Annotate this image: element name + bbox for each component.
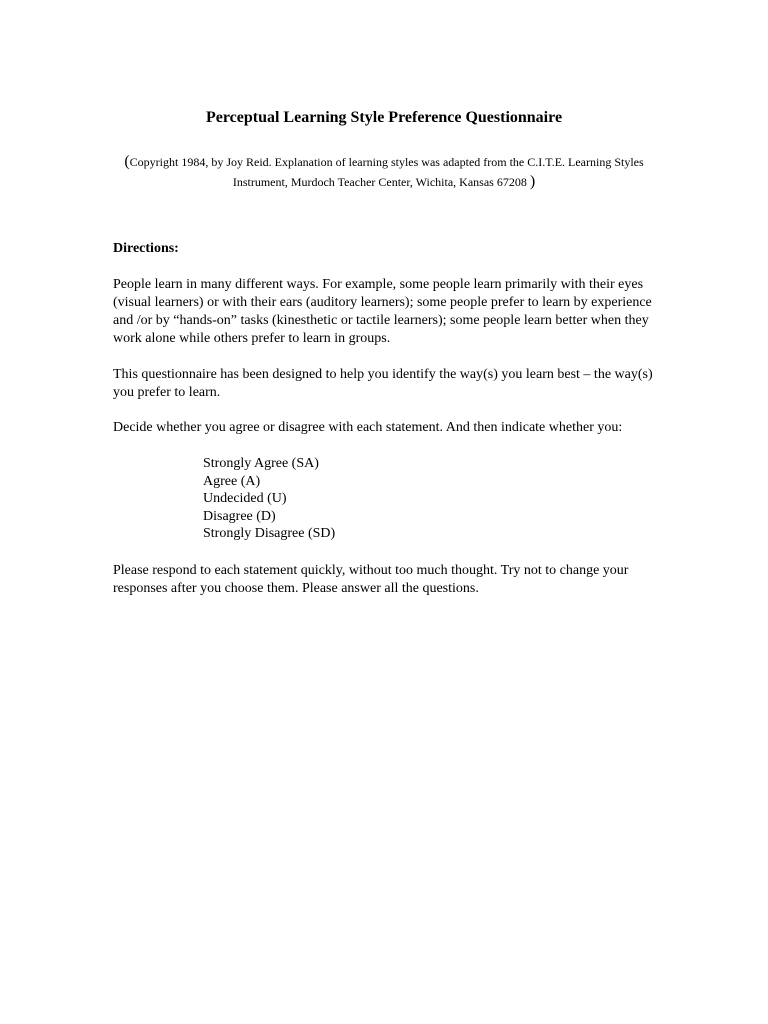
scale-option-strongly-disagree: Strongly Disagree (SD)	[203, 526, 336, 541]
response-guidance-paragraph: Please respond to each statement quickly, without too much thought. Try not to change your responses after you choose them. Please answer all the questions.	[113, 563, 629, 596]
directions-heading: Directions:	[113, 241, 179, 256]
citation-open-paren: (	[124, 153, 130, 170]
response-scale-list	[203, 455, 335, 543]
scale-option-strongly-agree: Strongly Agree (SA)	[203, 456, 319, 471]
scale-option-undecided: Undecided (U)	[203, 491, 287, 506]
citation-text: Copyright 1984, by Joy Reid. Explanation of learning styles was adapted from the C.I.T.E. Learning Styles Instrument, Murdoch Teacher Center, Wichita, Kansas 67208	[129, 155, 644, 189]
instruction-paragraph: Decide whether you agree or disagree with each statement. And then indicate whether you:	[113, 420, 623, 435]
intro-paragraph: People learn in many different ways. For example, some people learn primarily with their eyes (visual learners) or with their ears (auditory learners); some people prefer to learn by experience and /or by “hands-on” tasks (kinesthetic or tactile learners); some people learn better when they work alone while others prefer to learn in groups.	[113, 277, 652, 346]
scale-option-disagree: Disagree (D)	[203, 508, 276, 524]
document-title: Perceptual Learning Style Preference Questionnaire	[205, 109, 563, 126]
copyright-citation	[100, 152, 668, 192]
scale-option-agree: Agree (A)	[203, 473, 261, 489]
citation-close-paren: )	[529, 173, 536, 190]
purpose-paragraph: This questionnaire has been designed to help you identify the way(s) you learn best – the way(s) you prefer to learn.	[113, 367, 653, 400]
